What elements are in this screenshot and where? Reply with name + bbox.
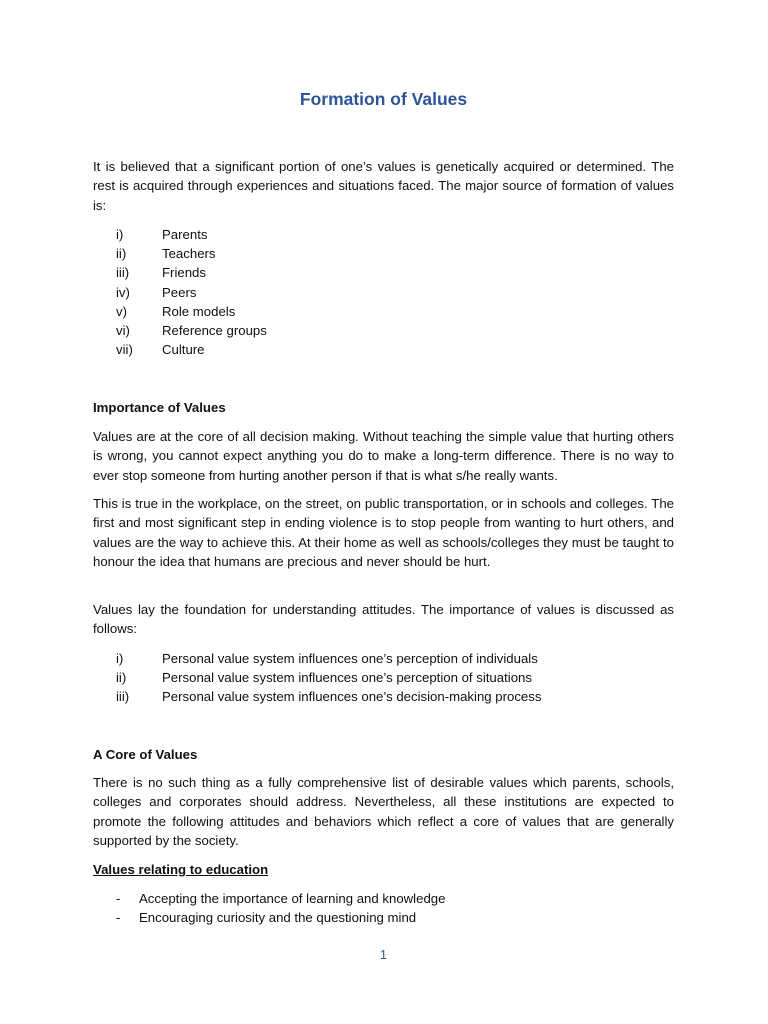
importance-paragraph-1: Values are at the core of all decision making. Without teaching the simple value that hurting others is wrong, you cannot expect anything you do to make a long-term difference. There is no way to ever stop someone from hurting another person if that is what s/he really wants. [93,429,674,483]
list-text: Peers [162,284,197,300]
section-heading-importance: Importance of Values [93,400,226,415]
education-list [93,889,674,927]
list-item [93,668,674,687]
importance-p3-block [93,600,674,639]
education-list-section [93,889,674,927]
list-item [93,302,674,321]
list-item [93,889,674,908]
sources-list [93,225,674,359]
importance-paragraph-2: This is true in the workplace, on the street, on public transportation, or in schools and colleges. The first and most significant step in ending violence is to stop people from wanting to hurt others, and values are the way to achieve this. At their home as well as schools/colleges they must be taught to honour the idea that humans are precious and never should be hurt. [93,496,674,569]
importance-p2-block [93,494,674,571]
list-bullet: - [116,910,121,926]
list-item [93,225,674,244]
importance-paragraph-3: Values lay the foundation for understanding attitudes. The importance of values is discussed as follows: [93,602,674,637]
importance-heading-block [93,398,674,417]
section-heading-core: A Core of Values [93,747,198,762]
list-text: Accepting the importance of learning and knowledge [139,891,446,906]
list-text: Teachers [162,246,216,262]
sources-list-section [93,225,674,359]
core-paragraph-1: There is no such thing as a fully comprehensive list of desirable values which parents, schools, colleges and corporates should address. Nevertheless, all these institutions are expected to promote the following attitudes and behaviors which reflect a core of values that are generally supported by the society. [93,775,674,848]
list-text: Personal value system influences one’s perception of individuals [162,651,538,666]
list-item [93,244,674,263]
importance-p1-block [93,427,674,485]
page-number: 1 [380,948,387,962]
importance-list-section [93,649,674,707]
list-number: ii) [116,670,127,686]
list-item [93,321,674,340]
importance-list [93,649,674,707]
list-number: vii) [116,342,133,358]
list-text: Friends [162,265,206,281]
list-number: vi) [116,322,130,338]
intro-paragraph: It is believed that a significant portion of one’s values is genetically acquired or determined. The rest is acquired through experiences and situations faced. The major source of formation of values is: [93,159,674,213]
list-bullet: - [116,891,121,906]
page-title: Formation of Values [299,89,468,109]
list-item [93,340,674,359]
list-text: Role models [162,303,236,319]
list-number: ii) [116,246,127,262]
list-text: Encouraging curiosity and the questioning mind [139,910,417,926]
list-item [93,687,674,706]
core-p1-block [93,773,674,850]
list-item [93,263,674,282]
list-number: iv) [116,284,130,300]
list-text: Reference groups [162,322,267,338]
list-number: i) [116,651,124,666]
list-text: Personal value system influences one’s perception of situations [162,670,532,686]
list-item [93,908,674,927]
list-item [93,283,674,302]
list-number: iii) [116,689,130,705]
core-subheading-block [93,860,674,879]
list-text: Culture [162,342,205,358]
subheading-education: Values relating to education [93,862,269,877]
intro-section [93,157,674,215]
list-number: iii) [116,265,130,281]
list-number: i) [116,227,124,242]
core-heading-block [93,745,674,764]
document-page [93,0,674,1024]
list-text: Personal value system influences one’s decision-making process [162,689,542,705]
list-text: Parents [162,227,208,242]
list-number: v) [116,303,127,319]
list-item [93,649,674,668]
